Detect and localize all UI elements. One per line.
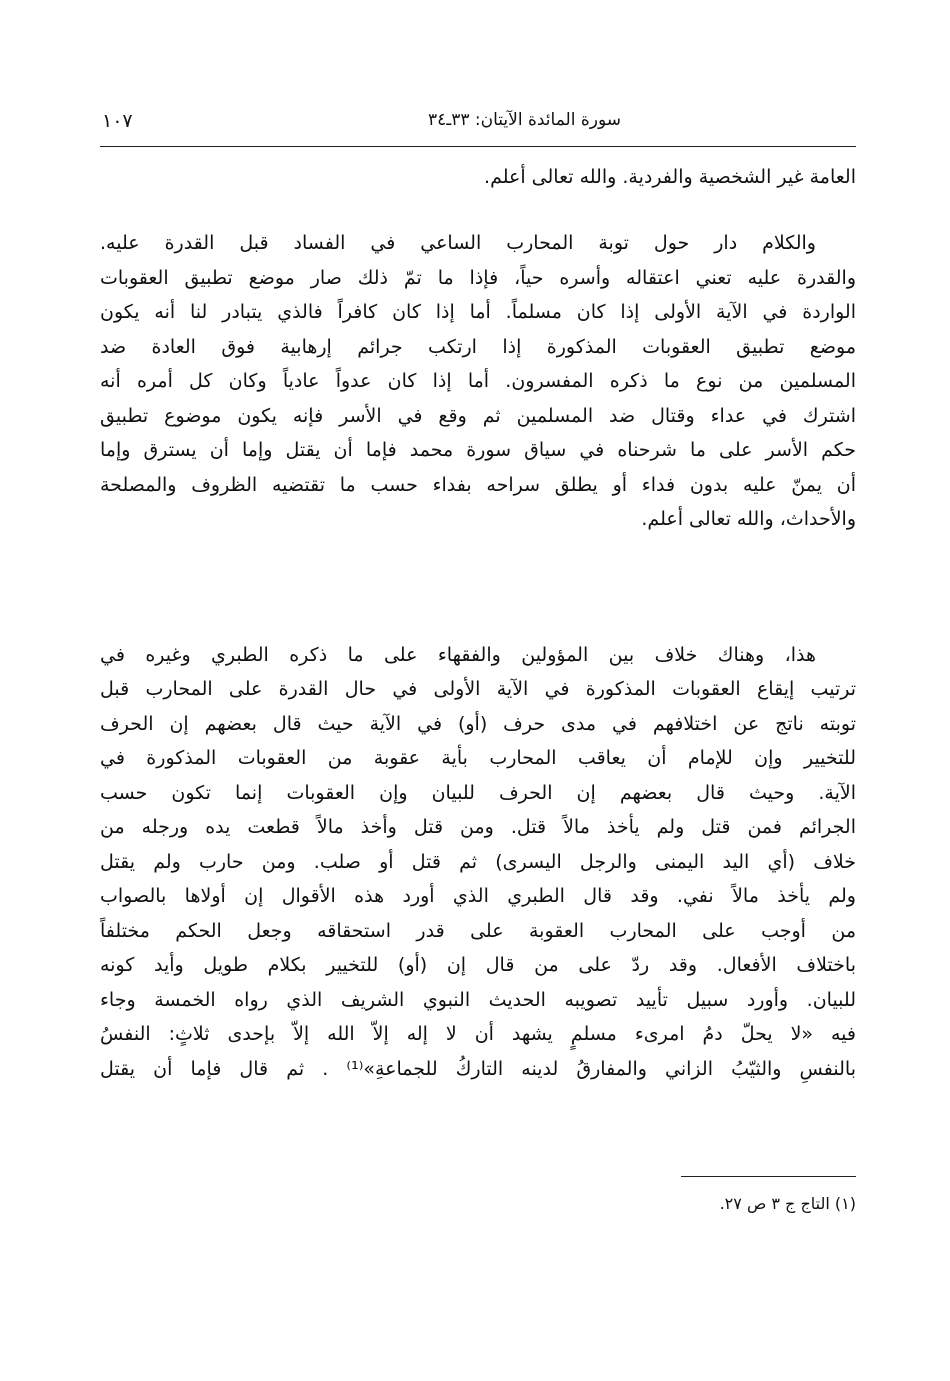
text-line: الجرائم فمن قتل ولم يأخذ مالاً قتل. ومن قتل وأخذ مالاً قطعت يده ورجله من: [100, 816, 856, 838]
text-line: للبيان. وأورد سبيل تأييد تصويبه الحديث النبوي الشريف الذي رواه الخمسة وجاء: [100, 989, 856, 1011]
header-title: سورة المائدة الآيتان: ٣٣ـ٣٤: [427, 110, 621, 130]
text-line: حكم الأسر على ما شرحناه في سياق سورة محمد فإما أن يقتل وإما أن يسترق وإما: [100, 439, 856, 461]
text-line: المسلمين من نوع ما ذكره المفسرون. أما إذا كان عدواً عادياً وكان كل أمره أنه: [100, 370, 856, 392]
text-line: باختلاف الأفعال. وقد ردّ على من قال إن (أو) للتخيير بكلام طويل وأيد كونه: [100, 954, 856, 976]
page-number: ١٠٧: [102, 110, 133, 132]
footnote-rule: [681, 1176, 856, 1177]
text-line: العامة غير الشخصية والفردية. والله تعالى أعلم.: [484, 166, 856, 188]
text-line: هذا، وهناك خلاف بين المؤولين والفقهاء على ما ذكره الطبري وغيره في: [100, 644, 816, 666]
text-line: بالنفسِ والثيّبُ الزاني والمفارقُ لدينه التاركُ للجماعةِ»⁽¹⁾ . ثم قال فإما أن يقتل: [100, 1058, 856, 1080]
text-line: أن يمنّ عليه بدون فداء أو يطلق سراحه بفداء حسب ما تقتضيه الظروف والمصلحة: [100, 474, 856, 496]
text-line: والقدرة عليه تعني اعتقاله وأسره حياً، فإذا ما تمّ ذلك صار موضع تطبيق العقوبات: [100, 267, 856, 289]
text-line: للتخيير وإن للإمام أن يعاقب المحارب بأية عقوبة من العقوبات المذكورة في: [100, 747, 856, 769]
text-line: ترتيب إيقاع العقوبات المذكورة في الآية الأولى في حال القدرة على المحارب قبل: [100, 678, 856, 700]
text-line: موضع تطبيق العقوبات المذكورة إذا ارتكب جرائم إرهابية فوق العادة ضد: [100, 336, 856, 358]
text-line: خلاف (أي اليد اليمنى والرجل اليسرى) ثم قتل أو صلب. ومن حارب ولم يقتل: [100, 851, 856, 873]
text-line: فيه «لا يحلّ دمُ امرىء مسلمٍ يشهد أن لا إله إلاّ الله إلاّ بإحدى ثلاثٍ: النفسُ: [100, 1023, 856, 1045]
header-rule: [100, 146, 856, 147]
text-line: من أوجب على المحارب العقوبة على قدر استحقاقه وجعل الحكم مختلفاً: [100, 920, 856, 942]
text-line: اشترك في عداء وقتال ضد المسلمين ثم وقع في الأسر فإنه يكون موضوع تطبيق: [100, 405, 856, 427]
text-line: الآية. وحيث قال بعضهم إن الحرف للبيان وإن العقوبات إنما تكون حسب: [100, 782, 856, 804]
text-line: والكلام دار حول توبة المحارب الساعي في الفساد قبل القدرة عليه.: [100, 232, 816, 254]
running-header: [100, 108, 856, 140]
text-line: والأحداث، والله تعالى أعلم.: [641, 508, 856, 530]
text-line: ولم يأخذ مالاً نفي. وقد قال الطبري الذي أورد هذه الأقوال إن أولاها بالصواب: [100, 885, 856, 907]
text-line: الواردة في الآية الأولى إذا كان مسلماً. أما إذا كان كافراً فالذي يتبادر لنا أنه يكون: [100, 301, 856, 323]
text-line: توبته ناتج عن اختلافهم في مدى حرف (أو) في الآية حيث قال بعضهم إن الحرف: [100, 713, 856, 735]
footnote: (١) التاج ج ٣ ص ٢٧.: [719, 1194, 856, 1213]
